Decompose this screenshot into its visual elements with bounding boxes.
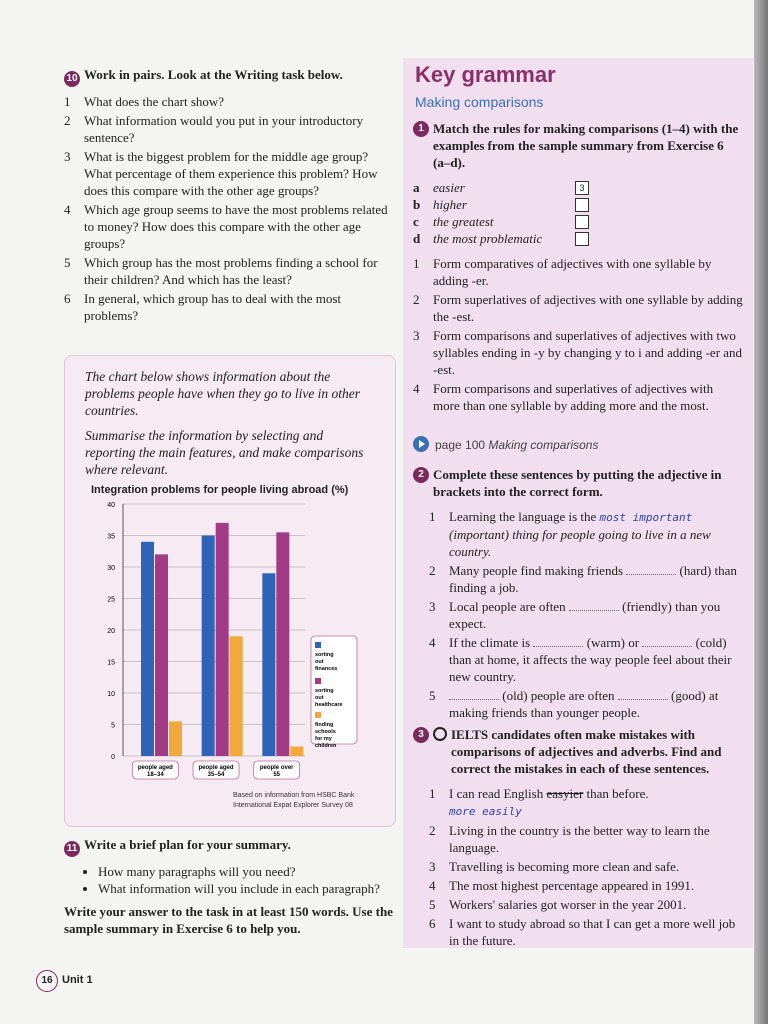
match-item [413, 196, 743, 213]
legend-label: healthcare [315, 702, 343, 708]
list-item [64, 254, 394, 288]
bar [155, 554, 168, 756]
x-tick-label: 18–34 [146, 772, 164, 778]
exercise-10-heading [64, 66, 394, 87]
item-number: 3 [413, 328, 420, 343]
answer-gap[interactable] [569, 610, 619, 611]
sentence-text: Local people are often [449, 599, 566, 614]
item-text: What is the biggest problem for the middle age group? What percentage of them experience this problem? How does this compare with the other age groups? [84, 149, 378, 198]
y-tick-label: 5 [111, 722, 115, 730]
list-item [64, 112, 394, 146]
grammar-exercise-2 [413, 466, 743, 723]
list-item: • What information will you include in each paragraph? [98, 880, 394, 897]
list-item [413, 380, 743, 414]
exercise-10-instruction: Work in pairs. Look at the Writing task below. [84, 67, 343, 82]
legend-label: sorting [315, 652, 334, 658]
ielts-error-icon [433, 727, 447, 741]
sentence-text: Workers' salaries got worser in the year 2001. [449, 897, 687, 912]
list-item: 2 Living in the country is the better way to learn the language. [429, 823, 710, 855]
grammar-exercise-1 [413, 120, 743, 416]
legend-label: finances [315, 666, 338, 672]
exercise-number-badge: 3 [413, 727, 429, 743]
y-tick-label: 20 [107, 628, 115, 635]
y-tick-label: 0 [111, 754, 115, 761]
item-text: Which group has the most problems finding a school for their children? And which has the least? [84, 255, 378, 287]
sentence-list [413, 785, 743, 949]
answer-box[interactable] [575, 198, 589, 212]
page-footer [36, 970, 93, 992]
match-items [413, 179, 743, 247]
question-list [64, 93, 394, 324]
y-tick-label: 35 [107, 533, 115, 541]
match-item [413, 230, 743, 247]
y-tick-label: 15 [107, 659, 115, 667]
item-number: 1 [413, 256, 420, 271]
item-number: 4 [64, 202, 71, 217]
exercise-number-badge: 1 [413, 121, 429, 137]
exercise-number-badge: 11 [64, 841, 80, 857]
list-item: 1 I can read English easyier than before. more easily [429, 786, 649, 818]
item-text: Form comparatives of adjectives with one syllable by adding -er. [433, 256, 712, 288]
sentence-text: Many people find making friends [449, 563, 624, 578]
item-text: Form superlatives of adjectives with one syllable by adding the -est. [433, 292, 743, 324]
item-number: 1 [64, 94, 71, 109]
plan-bullets [64, 863, 394, 897]
list-item: 4 If the climate is (warm) or (cold) than at home, it affects the way people feel about their new country. [429, 635, 732, 684]
y-tick-label: 10 [107, 691, 115, 698]
item-word: the greatest [433, 214, 494, 229]
unit-label: Unit 1 [62, 974, 93, 986]
reference-page: page 100 [435, 438, 486, 452]
list-item: 3 Travelling is becoming more clean and safe. [429, 859, 680, 874]
item-text: Which age group seems to have the most problems related to money? How does this compare with the other age groups? [84, 202, 388, 251]
sentence-text: (friendly) than you expect. [449, 599, 721, 631]
legend-label: out [315, 695, 324, 701]
exercise-number-badge: 2 [413, 467, 429, 483]
bar [202, 536, 215, 757]
list-item [64, 93, 394, 110]
answer-gap[interactable] [449, 699, 499, 700]
bar [169, 721, 182, 756]
bar-chart [65, 496, 395, 786]
list-item [64, 148, 394, 199]
exercise-11 [64, 836, 394, 937]
sentence-text: (hard) than finding a job. [449, 563, 737, 595]
answer-box[interactable] [575, 232, 589, 246]
item-number: 2 [64, 113, 71, 128]
task-paragraph: The chart below shows information about the problems people have when they go to live in other countries. [85, 369, 361, 418]
section-subtitle: Making comparisons [415, 94, 544, 110]
sentence-text: Learning the language is the [449, 509, 597, 524]
y-tick-label: 25 [107, 596, 115, 604]
x-tick-label: 55 [273, 772, 281, 778]
item-number: 4 [413, 381, 420, 396]
item-text: Form comparisons and superlatives of adjectives with more than one syllable by adding more and the most. [433, 381, 714, 413]
x-tick-label: people aged [198, 765, 234, 771]
answer-box[interactable]: 3 [575, 181, 589, 195]
legend-label: schools [315, 729, 336, 735]
bar [141, 542, 154, 756]
list-item: 1 Learning the language is the most important (important) thing for people going to live in a new country. [429, 509, 711, 559]
legend-label: children [315, 743, 337, 749]
x-tick-label: 35–54 [207, 772, 225, 778]
sentence-list [413, 508, 743, 721]
list-item: 3 Local people are often (friendly) than you expect. [429, 599, 721, 631]
list-item: 5 Workers' salaries got worser in the year 2001. [429, 897, 687, 912]
legend-swatch [315, 712, 321, 718]
struck-word: easyier [546, 786, 584, 801]
grammar-exercise-3-instruction: IELTS candidates often make mistakes with comparisons of adjectives and adverbs. Find and correct the mistakes in each of these sentences. [451, 727, 722, 776]
x-tick-label: people over [259, 765, 294, 771]
answer-gap[interactable] [642, 646, 692, 647]
chart-title: Integration problems for people living abroad (%) [91, 484, 349, 496]
item-text: In general, which group has to deal with the most problems? [84, 291, 342, 323]
writing-task-box [64, 355, 396, 827]
item-word: the most problematic [433, 231, 543, 246]
bar [276, 532, 289, 756]
item-letter: a [413, 180, 420, 195]
sentence-text: than before. [586, 786, 649, 801]
answer-box[interactable] [575, 215, 589, 229]
item-letter: d [413, 231, 421, 246]
page-edge [754, 0, 768, 1024]
sentence-text: If the climate is [449, 635, 531, 650]
legend-swatch [315, 678, 321, 684]
grammar-exercise-2-instruction: Complete these sentences by putting the adjective in brackets into the correct form. [433, 467, 722, 499]
list-item: 2 Many people find making friends (hard) than finding a job. [429, 563, 737, 595]
match-item [413, 179, 743, 196]
list-item: 5 (old) people are often (good) at making friends than younger people. [429, 688, 719, 720]
legend-label: sorting [315, 688, 334, 694]
arrow-right-icon [413, 436, 429, 452]
item-number: 2 [413, 292, 420, 307]
page-reference[interactable] [413, 436, 743, 454]
item-number: 3 [64, 149, 71, 164]
legend-label: finding [315, 722, 334, 728]
answer-gap[interactable] [533, 646, 583, 647]
rules-list [413, 255, 743, 414]
legend-label: out [315, 659, 324, 665]
bar [216, 523, 229, 756]
sentence-text: The most highest percentage appeared in 1991. [449, 878, 695, 893]
sentence-text: (good) at making friends than younger people. [449, 688, 719, 720]
handwritten-answer: most important [599, 511, 693, 524]
task-paragraph: Summarise the information by selecting and reporting the main features, and make comparisons where relevant. [85, 428, 364, 477]
list-item [64, 201, 394, 252]
grammar-exercise-1-heading [413, 120, 743, 171]
list-item: 6 I want to study abroad so that I can get a more well job in the future. [429, 916, 736, 948]
chart-source-note: Based on information from HSBC Bank International Expat Explorer Survey 08 [233, 792, 355, 809]
section-title: Key grammar [415, 62, 556, 87]
sentence-text: I want to study abroad so that I can get a more well job in the future. [449, 916, 736, 948]
exercise-11-closing: Write your answer to the task in at least 150 words. Use the sample summary in Exercise 6 to help you. [64, 904, 393, 936]
bar [230, 636, 243, 756]
sentence-text: (cold) than at home, it affects the way people feel about their new country. [449, 635, 732, 684]
match-item [413, 213, 743, 230]
sentence-text: (old) people are often [502, 688, 615, 703]
list-item [413, 291, 743, 325]
exercise-11-heading [64, 836, 394, 857]
item-text: What does the chart show? [84, 94, 225, 109]
item-word: higher [433, 197, 467, 212]
y-tick-label: 40 [107, 502, 115, 509]
item-word: easier [433, 180, 465, 195]
item-text: Form comparisons and superlatives of adjectives with two syllables ending in -y by changing y to i and adding -er and -est. [433, 328, 743, 377]
item-number: 6 [64, 291, 71, 306]
bar [262, 573, 275, 756]
legend-label: for my [315, 736, 332, 742]
key-grammar-panel [403, 58, 753, 948]
page-number: 16 [36, 970, 58, 992]
grammar-exercise-2-heading [413, 466, 743, 500]
list-item [64, 290, 394, 324]
writing-task-text [85, 368, 375, 478]
legend-swatch [315, 642, 321, 648]
bar [290, 747, 303, 756]
sentence-text: I can read English [449, 786, 544, 801]
grammar-exercise-1-instruction: Match the rules for making comparisons (1–4) with the examples from the sample summary from Exercise 6 (a–d). [433, 121, 739, 170]
sentence-text: (warm) or [586, 635, 640, 650]
item-letter: c [413, 214, 419, 229]
exercise-10 [64, 66, 394, 326]
reference-topic: Making comparisons [488, 438, 599, 452]
item-letter: b [413, 197, 421, 212]
item-text: What information would you put in your introductory sentence? [84, 113, 364, 145]
sentence-text: (important) thing for people going to live in a new country. [449, 527, 711, 559]
sentence-text: Living in the country is the better way to learn the language. [449, 823, 710, 855]
list-item: • How many paragraphs will you need? [98, 863, 394, 880]
list-item [413, 327, 743, 378]
handwritten-answer: more easily [449, 805, 522, 818]
exercise-number-badge: 10 [64, 71, 80, 87]
list-item: 4 The most highest percentage appeared in 1991. [429, 878, 695, 893]
exercise-11-instruction: Write a brief plan for your summary. [84, 837, 291, 852]
list-item [413, 255, 743, 289]
x-tick-label: people aged [137, 765, 173, 771]
answer-gap[interactable] [618, 699, 668, 700]
answer-gap[interactable] [626, 574, 676, 575]
y-tick-label: 30 [107, 565, 115, 572]
item-number: 5 [64, 255, 71, 270]
grammar-exercise-3 [413, 726, 743, 951]
grammar-exercise-3-heading [413, 726, 743, 777]
sentence-text: Travelling is becoming more clean and safe. [449, 859, 680, 874]
